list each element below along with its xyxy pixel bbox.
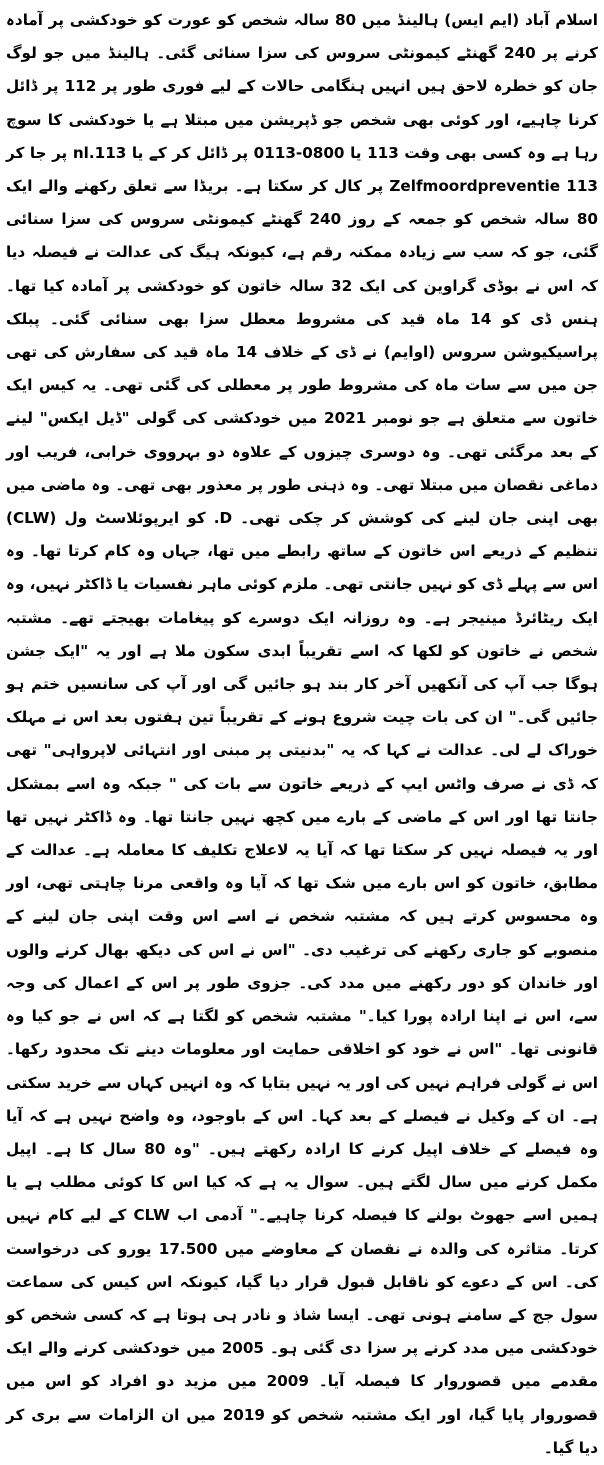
article-body: اسلام آباد (ایم ایس) ہالینڈ میں 80 سالہ شخص کو عورت کو خودکشی پر آمادہ کرنے پر 240 گھنٹے کیمونٹی سروس کی سزا سنائی گئی۔ ہالینڈ میں جو لوگ جان کو خطرہ لاحق ہیں انہیں ہنگامی حالات کے لیے فوری طور پر 112 پر ڈائل کرنا چاہیے، اور کوئی بھی شخص جو ڈپریشن میں مبتلا ہے یا خودکشی کا سوچ رہا ہے وہ کسی بھی وقت 113 یا 0800-0113 پر ڈائل کر کے یا 113.nl پر جا کر 113 Zelfmoordpreventie پر کال کر سکتا ہے۔ بریڈا سے تعلق رکھنے والے ایک 80 سالہ شخص کو جمعہ کے روز 240 گھنٹے کیمونٹی سروس کی سزا سنائی گئی، جو کہ سب سے زیادہ ممکنہ رقم ہے، کیونکہ ہیگ کی عدالت نے فیصلہ دیا کہ اس نے بوڈی گراوین کی ایک 32 سالہ خاتون کو خودکشی پر آمادہ کیا تھا۔ ہنس ڈی کو 14 ماہ قید کی مشروط معطل سزا بھی سنائی گئی۔ پبلک پراسیکیوشن سروس (اوایم) نے ڈی کے خلاف 14 ماہ قید کی سفارش کی تھی جن میں سے سات ماہ کی مشروط طور پر معطلی کی گئی تھی۔ یہ کیس ایک خاتون سے متعلق ہے جو نومبر 2021 میں خودکشی کی گولی "ڈیل ایکس" لینے کے بعد مرگئی تھی۔ وہ دوسری چیزوں کے علاوہ دو بہرووی خرابی، فریب اور دماغی نقصان میں مبتلا تھی۔ وہ ذہنی طور پر معذور بھی تھی۔ وہ ماضی میں بھی اپنی جان لینے کی کوشش کر چکی تھی۔ D. کو ایرپوئلاسٹ ول (CLW) تنظیم کے ذریعے اس خاتون کے ساتھ رابطے میں تھا، جہاں وہ کام کرتا تھا۔ وہ اس سے پہلے ڈی کو نہیں جانتی تھی۔ ملزم کوئی ماہر نفسیات یا ڈاکٹر نہیں، وہ ایک ریٹائرڈ مینیجر ہے۔ وہ روزانہ ایک دوسرے کو پیغامات بھیجتے تھے۔ مشتبہ شخص نے خاتون کو لکھا کہ اسے تقریباً ابدی سکون ملا ہے اور یہ "ایک جشن ہوگا جب آپ کی آنکھیں آخر کار بند ہو جائیں گی اور آپ کی سانسیں ختم ہو جائیں گی۔" ان کی بات چیت شروع ہونے کے تقریباً تین ہفتوں بعد اس نے مہلک خوراک لے لی۔ عدالت نے کہا کہ یہ "بدنیتی پر مبنی اور انتہائی لاپرواہی" تھی کہ ڈی نے صرف واٹس ایپ کے ذریعے خاتون سے بات کی " جبکہ وہ اسے بمشکل جانتا تھا اور اس کے ماضی کے بارے میں کچھ نہیں جانتا تھا۔ وہ ڈاکٹر نہیں تھا اور یہ فیصلہ نہیں کر سکتا تھا کہ آیا یہ لاعلاج تکلیف کا معاملہ ہے۔ عدالت کے مطابق، خاتون کو اس بارے میں شک تھا کہ آیا وہ واقعی مرنا چاہتی تھی، اور وہ محسوس کرتے ہیں کہ مشتبہ شخص نے اسے اس وقت اپنی جان لینے کے منصوبے کو جاری رکھنے کی ترغیب دی۔ "اس نے اس کی دیکھ بھال کرنے والوں اور خاندان کو دور رکھنے میں مدد کی۔ جزوی طور پر اس کے اعمال کی وجہ سے، اس نے اپنا ارادہ پورا کیا۔" مشتبہ شخص کو لگتا ہے کہ اس نے جو کیا وہ قانونی تھا۔ "اس نے خود کو اخلاقی حمایت اور معلومات دینے تک محدود رکھا۔ اس نے گولی فراہم نہیں کی اور یہ نہیں بتایا کہ وہ انہیں کہاں سے خرید سکتی ہے۔ ان کے وکیل نے فیصلے کے بعد کہا۔ اس کے باوجود، وہ واضح نہیں ہے کہ آیا وہ فیصلے کے خلاف اپیل کرنے کا ارادہ رکھتے ہیں۔ "وہ 80 سال کا ہے۔ اپیل مکمل کرنے میں سال لگتے ہیں۔ سوال یہ ہے کہ کیا اس کا کوئی مطلب ہے یا ہمیں اسے جھوٹ بولنے کا فیصلہ کرنا چاہیے۔" آدمی اب CLW کے لیے کام نہیں کرتا۔ متاثرہ کی والدہ نے نقصان کے معاوضے میں 17.500 یورو کی درخواست کی۔ اس کے دعوے کو ناقابل قبول قرار دیا گیا، کیونکہ اس کیس کی سماعت سول جج کے سامنے ہونی تھی۔ ایسا شاذ و نادر ہی ہوتا ہے کہ کسی شخص کو خودکشی میں مدد کرنے پر سزا دی گئی ہو۔ 2005 میں خودکشی کرنے والے ایک مقدمے میں قصوروار کا فیصلہ آیا۔ 2009 میں مزید دو افراد کو اس میں قصوروار پایا گیا، اور ایک مشتبہ شخص کو 2019 میں ان الزامات سے بری کر دیا گیا۔: [6, 11, 599, 1457]
